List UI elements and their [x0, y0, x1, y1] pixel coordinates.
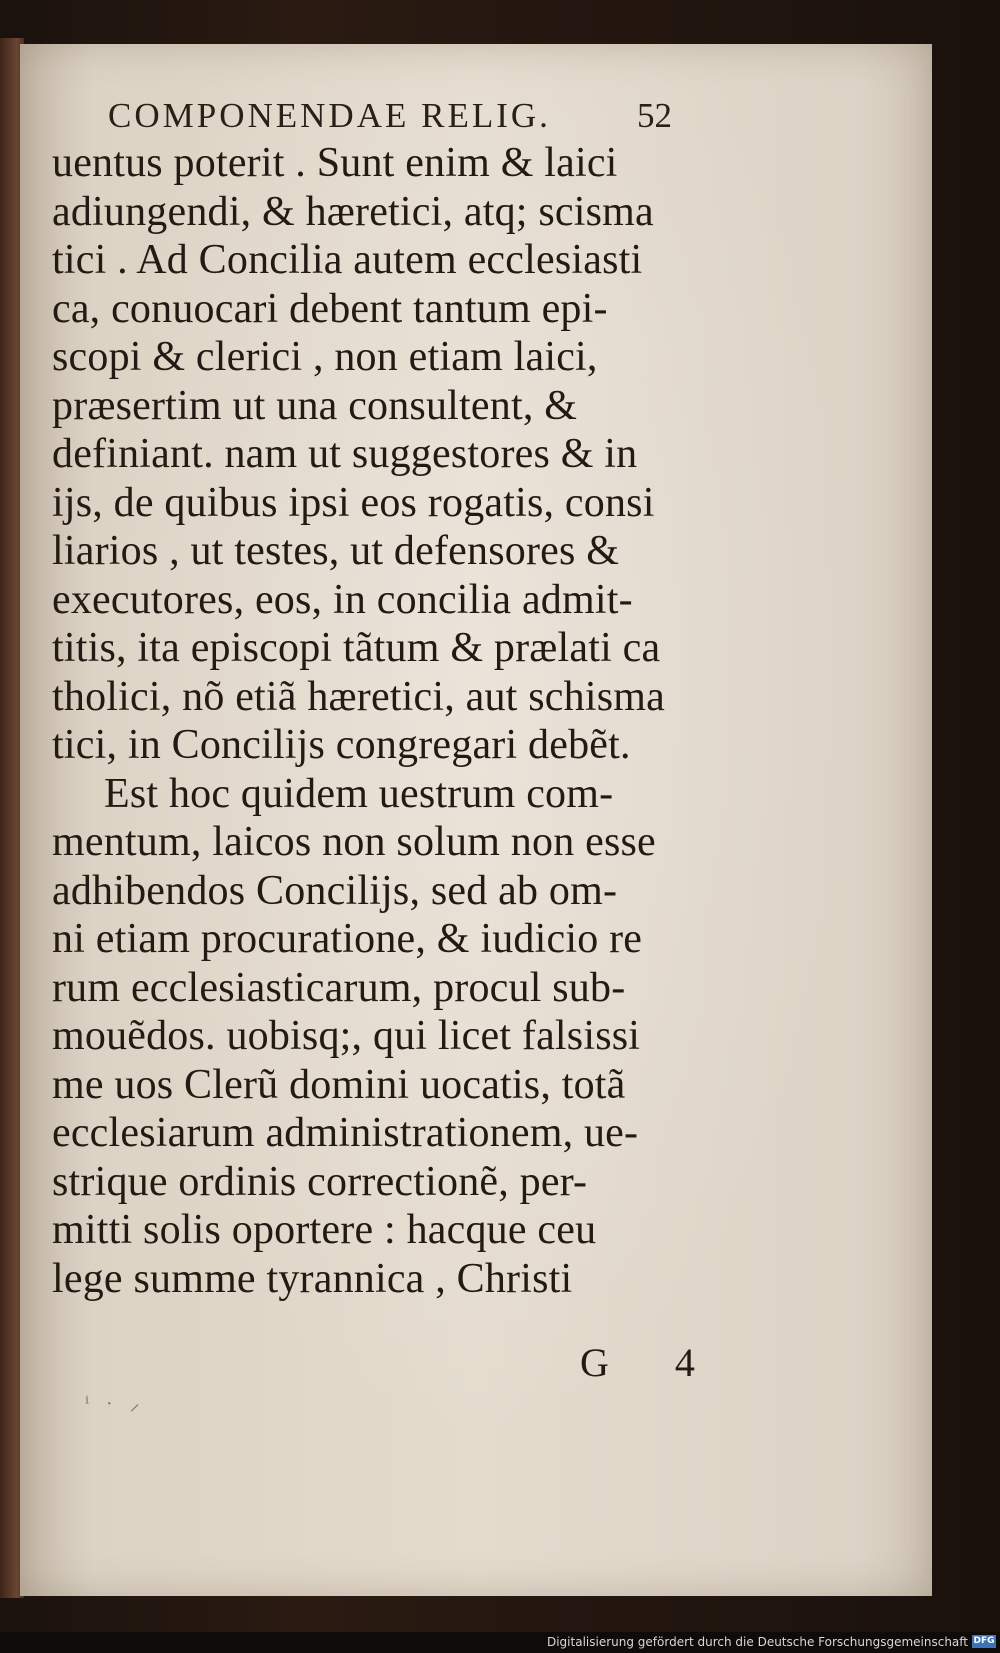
margin-smudge: ⁱ · ⸝ — [85, 1393, 146, 1415]
text-line: lege summe tyrannica , Christi — [52, 1255, 573, 1302]
running-head: COMPONENDAE RELIG. — [108, 96, 551, 135]
text-line: tici, in Concilijs congregari debẽt. — [52, 722, 631, 768]
text-line: titis, ita episcopi tãtum & prælati ca — [52, 625, 661, 671]
credit-bar — [0, 1632, 1000, 1653]
body-text — [52, 139, 752, 1303]
text-line: scopi & clerici , non etiam laici, — [52, 334, 598, 380]
signature-mark: G 4 — [580, 1340, 723, 1385]
text-line: mitti solis oportere : hacque ceu — [52, 1207, 597, 1253]
text-line: tici . Ad Concilia autem ecclesiasti — [52, 237, 643, 283]
text-line: executores, eos, in concilia admit- — [52, 576, 633, 623]
text-line: ecclesiarum administrationem, ue- — [52, 1110, 639, 1156]
text-line: tholici, nõ etiã hæretici, aut schisma — [52, 673, 665, 720]
page-number: 52 — [637, 96, 672, 135]
text-line: ca, conuocari debent tantum epi- — [52, 285, 608, 332]
text-line: me uos Clerũ domini uocatis, totã — [52, 1061, 626, 1108]
text-line: uentus poterit . Sunt enim & laici — [52, 140, 618, 186]
text-line: definiant. nam ut suggestores & in — [52, 431, 638, 477]
text-line: ijs, de quibus ipsi eos rogatis, consi — [52, 479, 655, 526]
text-line: mentum, laicos non solum non esse — [52, 819, 656, 865]
text-line: adhibendos Concilijs, sed ab om- — [52, 867, 618, 914]
text-line: ni etiam procuratione, & iudicio re — [52, 916, 643, 962]
text-line: mouẽdos. uobisq;, qui licet falsissi — [52, 1013, 641, 1059]
text-line: strique ordinis correctionẽ, per- — [52, 1158, 588, 1205]
book-page — [20, 44, 932, 1596]
credit-text: Digitalisierung gefördert durch die Deutsche Forschungsgemeinschaft — [546, 1635, 968, 1649]
text-line: præsertim ut una consultent, & — [52, 382, 578, 429]
text-line: liarios , ut testes, ut defensores & — [52, 528, 620, 574]
text-line: adiungendi, & hæretici, atq; scisma — [52, 188, 654, 235]
text-line: rum ecclesiasticarum, procul sub- — [52, 964, 626, 1011]
paragraph-start-line: Est hoc quidem uestrum com- — [104, 770, 614, 817]
dfg-logo-icon: DFG — [973, 1636, 995, 1646]
page-header — [92, 96, 712, 142]
page-footer — [580, 1339, 730, 1389]
